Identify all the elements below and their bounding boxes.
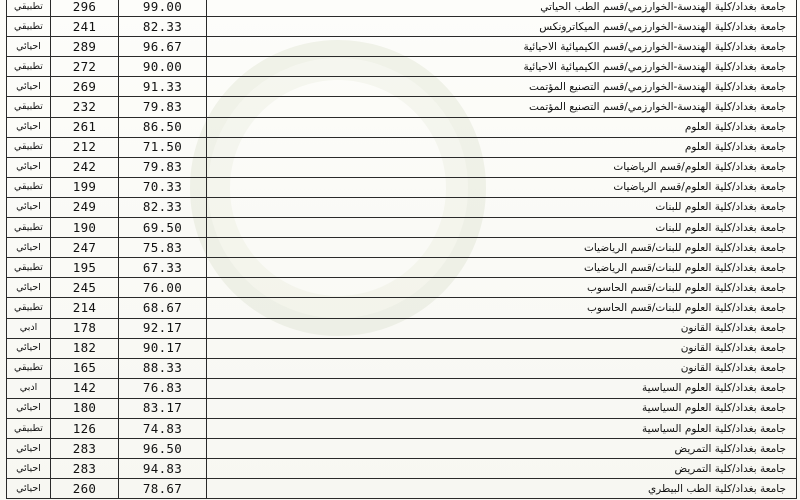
seats-cell: 260 — [51, 479, 119, 499]
branch-cell: احيائي — [7, 459, 51, 479]
branch-cell: تطبيقي — [7, 97, 51, 117]
seats-cell: 241 — [51, 17, 119, 37]
average-cell: 92.17 — [119, 318, 207, 338]
table-row — [7, 298, 797, 318]
department-cell: جامعة بغداد/كلية القانون — [207, 318, 797, 338]
table-row — [7, 17, 797, 37]
branch-cell: تطبيقي — [7, 17, 51, 37]
table-row — [7, 398, 797, 418]
seats-cell: 245 — [51, 278, 119, 298]
branch-cell: احيائي — [7, 37, 51, 57]
seats-cell: 142 — [51, 378, 119, 398]
department-cell: جامعة بغداد/كلية العلوم/قسم الرياضيات — [207, 177, 797, 197]
table-row — [7, 117, 797, 137]
average-cell: 79.83 — [119, 97, 207, 117]
branch-cell: احيائي — [7, 338, 51, 358]
table-row — [7, 439, 797, 459]
table-row — [7, 278, 797, 298]
branch-cell: احيائي — [7, 197, 51, 217]
branch-cell: احيائي — [7, 117, 51, 137]
department-cell: جامعة بغداد/كلية التمريض — [207, 459, 797, 479]
department-cell: جامعة بغداد/كلية العلوم/قسم الرياضيات — [207, 157, 797, 177]
table-row — [7, 137, 797, 157]
branch-cell: تطبيقي — [7, 137, 51, 157]
department-cell: جامعة بغداد/كلية الهندسة-الخوارزمي/قسم الميكاترونكس — [207, 17, 797, 37]
average-cell: 88.33 — [119, 358, 207, 378]
average-cell: 96.50 — [119, 439, 207, 459]
table-row — [7, 318, 797, 338]
branch-cell: تطبيقي — [7, 57, 51, 77]
department-cell: جامعة بغداد/كلية العلوم السياسية — [207, 398, 797, 418]
table-row — [7, 77, 797, 97]
average-cell: 75.83 — [119, 238, 207, 258]
table-row — [7, 378, 797, 398]
seats-cell: 195 — [51, 258, 119, 278]
branch-cell: احيائي — [7, 439, 51, 459]
average-cell: 90.17 — [119, 338, 207, 358]
average-cell: 96.67 — [119, 37, 207, 57]
branch-cell: تطبيقي — [7, 358, 51, 378]
table-row — [7, 197, 797, 217]
seats-cell: 190 — [51, 218, 119, 238]
average-cell: 86.50 — [119, 117, 207, 137]
department-cell: جامعة بغداد/كلية العلوم للبنات/قسم الرياضيات — [207, 258, 797, 278]
branch-cell: احيائي — [7, 479, 51, 499]
table-row — [7, 258, 797, 278]
average-cell: 82.33 — [119, 197, 207, 217]
branch-cell: احيائي — [7, 238, 51, 258]
department-cell: جامعة بغداد/كلية العلوم للبنات/قسم الحاسوب — [207, 298, 797, 318]
branch-cell: احيائي — [7, 157, 51, 177]
table-row — [7, 177, 797, 197]
average-cell: 91.33 — [119, 77, 207, 97]
average-cell: 79.83 — [119, 157, 207, 177]
department-cell: جامعة بغداد/كلية التمريض — [207, 439, 797, 459]
department-cell: جامعة بغداد/كلية الهندسة-الخوارزمي/قسم الطب الحياتي — [207, 0, 797, 17]
table-row — [7, 418, 797, 438]
seats-cell: 182 — [51, 338, 119, 358]
table-row — [7, 97, 797, 117]
branch-cell: تطبيقي — [7, 298, 51, 318]
average-cell: 67.33 — [119, 258, 207, 278]
branch-cell: تطبيقي — [7, 177, 51, 197]
average-cell: 68.67 — [119, 298, 207, 318]
average-cell: 76.00 — [119, 278, 207, 298]
branch-cell: تطبيقي — [7, 0, 51, 17]
seats-cell: 247 — [51, 238, 119, 258]
average-cell: 69.50 — [119, 218, 207, 238]
department-cell: جامعة بغداد/كلية القانون — [207, 338, 797, 358]
department-cell: جامعة بغداد/كلية العلوم للبنات/قسم الرياضيات — [207, 238, 797, 258]
average-cell: 99.00 — [119, 0, 207, 17]
department-cell: جامعة بغداد/كلية العلوم — [207, 117, 797, 137]
seats-cell: 178 — [51, 318, 119, 338]
table-row — [7, 459, 797, 479]
seats-cell: 269 — [51, 77, 119, 97]
seats-cell: 165 — [51, 358, 119, 378]
table-row — [7, 37, 797, 57]
seats-cell: 272 — [51, 57, 119, 77]
admission-table — [6, 0, 797, 499]
department-cell: جامعة بغداد/كلية الطب البيطري — [207, 479, 797, 499]
seats-cell: 249 — [51, 197, 119, 217]
average-cell: 94.83 — [119, 459, 207, 479]
seats-cell: 283 — [51, 439, 119, 459]
table-row — [7, 479, 797, 499]
average-cell: 74.83 — [119, 418, 207, 438]
seats-cell: 199 — [51, 177, 119, 197]
seats-cell: 126 — [51, 418, 119, 438]
seats-cell: 242 — [51, 157, 119, 177]
average-cell: 71.50 — [119, 137, 207, 157]
department-cell: جامعة بغداد/كلية العلوم السياسية — [207, 378, 797, 398]
table-row — [7, 218, 797, 238]
branch-cell: ادبي — [7, 378, 51, 398]
average-cell: 78.67 — [119, 479, 207, 499]
table-row — [7, 238, 797, 258]
average-cell: 82.33 — [119, 17, 207, 37]
branch-cell: تطبيقي — [7, 258, 51, 278]
seats-cell: 214 — [51, 298, 119, 318]
seats-cell: 232 — [51, 97, 119, 117]
branch-cell: تطبيقي — [7, 218, 51, 238]
seats-cell: 289 — [51, 37, 119, 57]
seats-cell: 261 — [51, 117, 119, 137]
department-cell: جامعة بغداد/كلية العلوم للبنات — [207, 197, 797, 217]
seats-cell: 212 — [51, 137, 119, 157]
table-row — [7, 0, 797, 17]
department-cell: جامعة بغداد/كلية القانون — [207, 358, 797, 378]
department-cell: جامعة بغداد/كلية الهندسة-الخوارزمي/قسم التصنيع المؤتمت — [207, 97, 797, 117]
table-row — [7, 338, 797, 358]
seats-cell: 283 — [51, 459, 119, 479]
table-row — [7, 57, 797, 77]
average-cell: 76.83 — [119, 378, 207, 398]
branch-cell: احيائي — [7, 398, 51, 418]
average-cell: 90.00 — [119, 57, 207, 77]
average-cell: 83.17 — [119, 398, 207, 418]
table-body — [7, 0, 797, 499]
seats-cell: 296 — [51, 0, 119, 17]
branch-cell: تطبيقي — [7, 418, 51, 438]
average-cell: 70.33 — [119, 177, 207, 197]
department-cell: جامعة بغداد/كلية الهندسة-الخوارزمي/قسم التصنيع المؤتمت — [207, 77, 797, 97]
table-row — [7, 358, 797, 378]
branch-cell: احيائي — [7, 77, 51, 97]
department-cell: جامعة بغداد/كلية العلوم السياسية — [207, 418, 797, 438]
seats-cell: 180 — [51, 398, 119, 418]
table-row — [7, 157, 797, 177]
department-cell: جامعة بغداد/كلية الهندسة-الخوارزمي/قسم الكيميائية الاحيائية — [207, 57, 797, 77]
department-cell: جامعة بغداد/كلية الهندسة-الخوارزمي/قسم الكيميائية الاحيائية — [207, 37, 797, 57]
department-cell: جامعة بغداد/كلية العلوم للبنات — [207, 218, 797, 238]
department-cell: جامعة بغداد/كلية العلوم — [207, 137, 797, 157]
department-cell: جامعة بغداد/كلية العلوم للبنات/قسم الحاسوب — [207, 278, 797, 298]
branch-cell: احيائي — [7, 278, 51, 298]
branch-cell: ادبي — [7, 318, 51, 338]
